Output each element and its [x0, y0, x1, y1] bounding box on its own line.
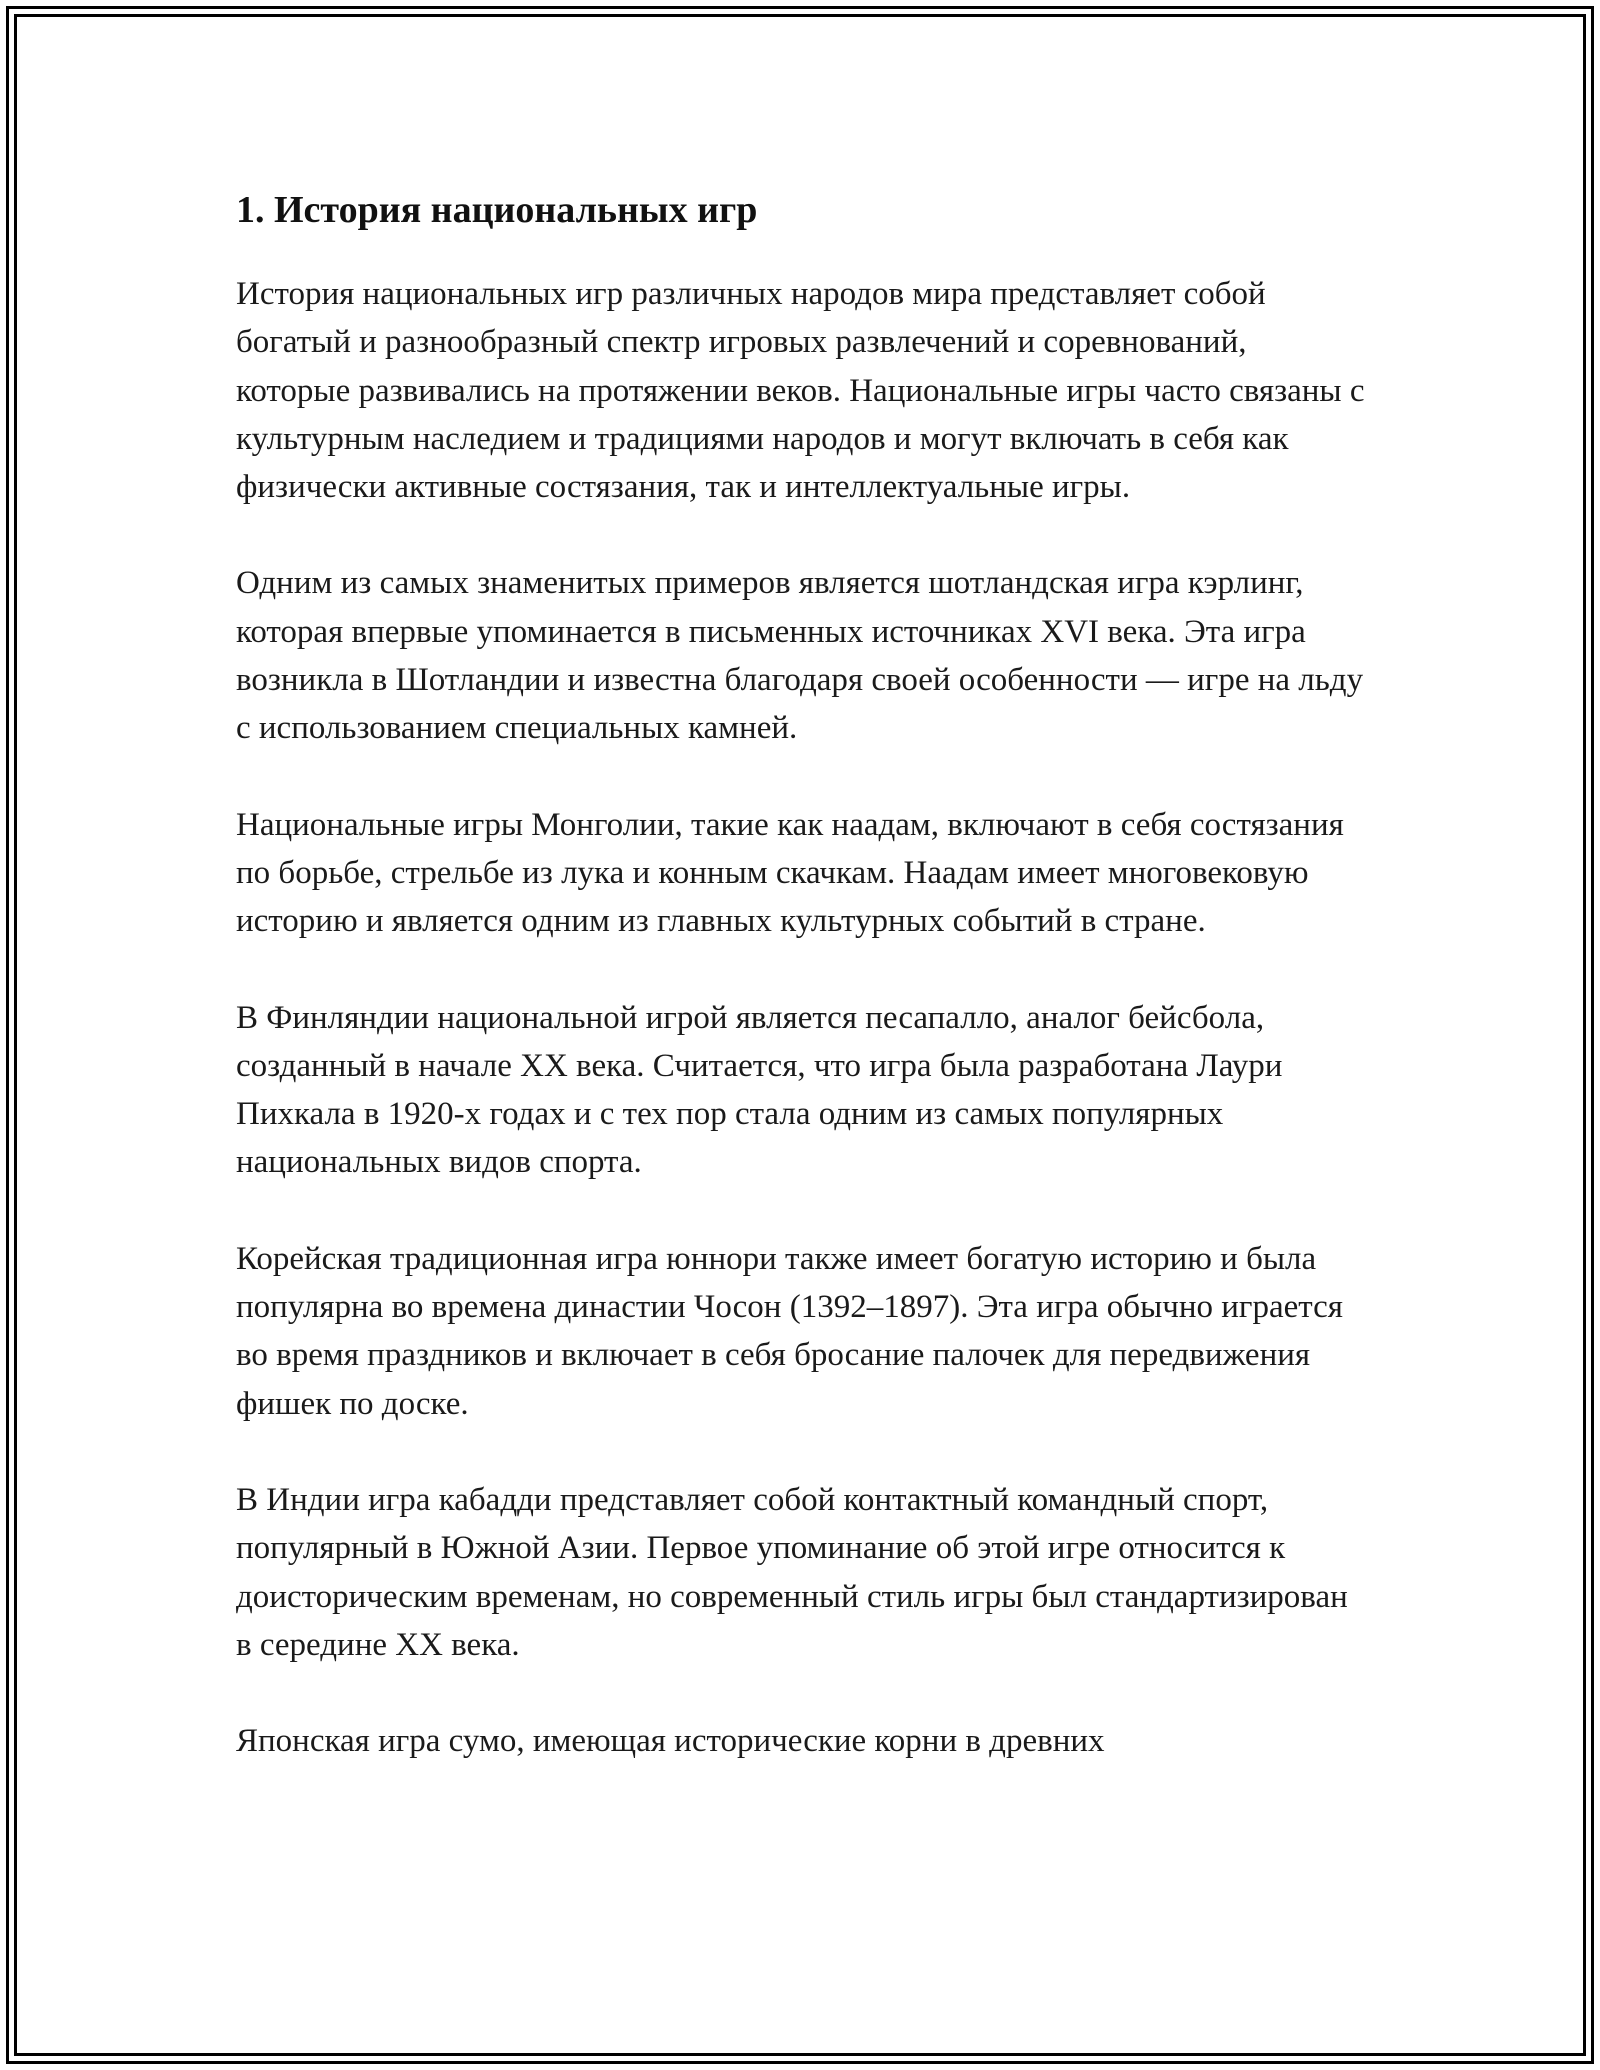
section-heading: 1. История национальных игр: [236, 189, 758, 231]
paragraph-naadam: Национальные игры Монголии, такие как наадам, включают в себя состязания по борьбе, стрельбе из лука и конным скачкам. Наадам имеет многовековую историю и является одним из главных культурных событий в стране.: [236, 806, 1344, 940]
document-page: [236, 186, 1366, 1765]
paragraph-pesapallo: В Финляндии национальной игрой является песапалло, аналог бейсбола, созданный в начале XX века. Считается, что игра была разработана Лаури Пихкала в 1920-х годах и с тех пор стала одним из самых популярных национальных видов спорта.: [236, 999, 1283, 1181]
paragraph-curling: Одним из самых знаменитых примеров является шотландская игра кэрлинг, которая впервые упоминается в письменных источниках XVI века. Эта игра возникла в Шотландии и известна благодаря своей особенности — игре на льду с использованием специальных камней.: [236, 565, 1364, 747]
paragraph-kabaddi: В Индии игра кабадди представляет собой контактный командный спорт, популярный в Южной Азии. Первое упоминание об этой игре относится к доисторическим временам, но современный стиль игры был стандартизирован в середине XX века.: [236, 1481, 1348, 1663]
paragraph-sumo: Японская игра сумо, имеющая исторические корни в древних: [236, 1723, 1105, 1760]
paragraph-yunnori: Корейская традиционная игра юннори также имеет богатую историю и была популярна во времена династии Чосон (1392–1897). Эта игра обычно играется во время праздников и включает в себя бросание палочек для передвижения фишек по доске.: [236, 1240, 1343, 1422]
paragraph-intro: История национальных игр различных народов мира представляет собой богатый и разнообразный спектр игровых развлечений и соревнований, которые развивались на протяжении веков. Национальные игры часто связаны с культурным наследием и традициями народов и могут включать в себя как физически активные состязания, так и интеллектуальные игры.: [236, 276, 1365, 506]
